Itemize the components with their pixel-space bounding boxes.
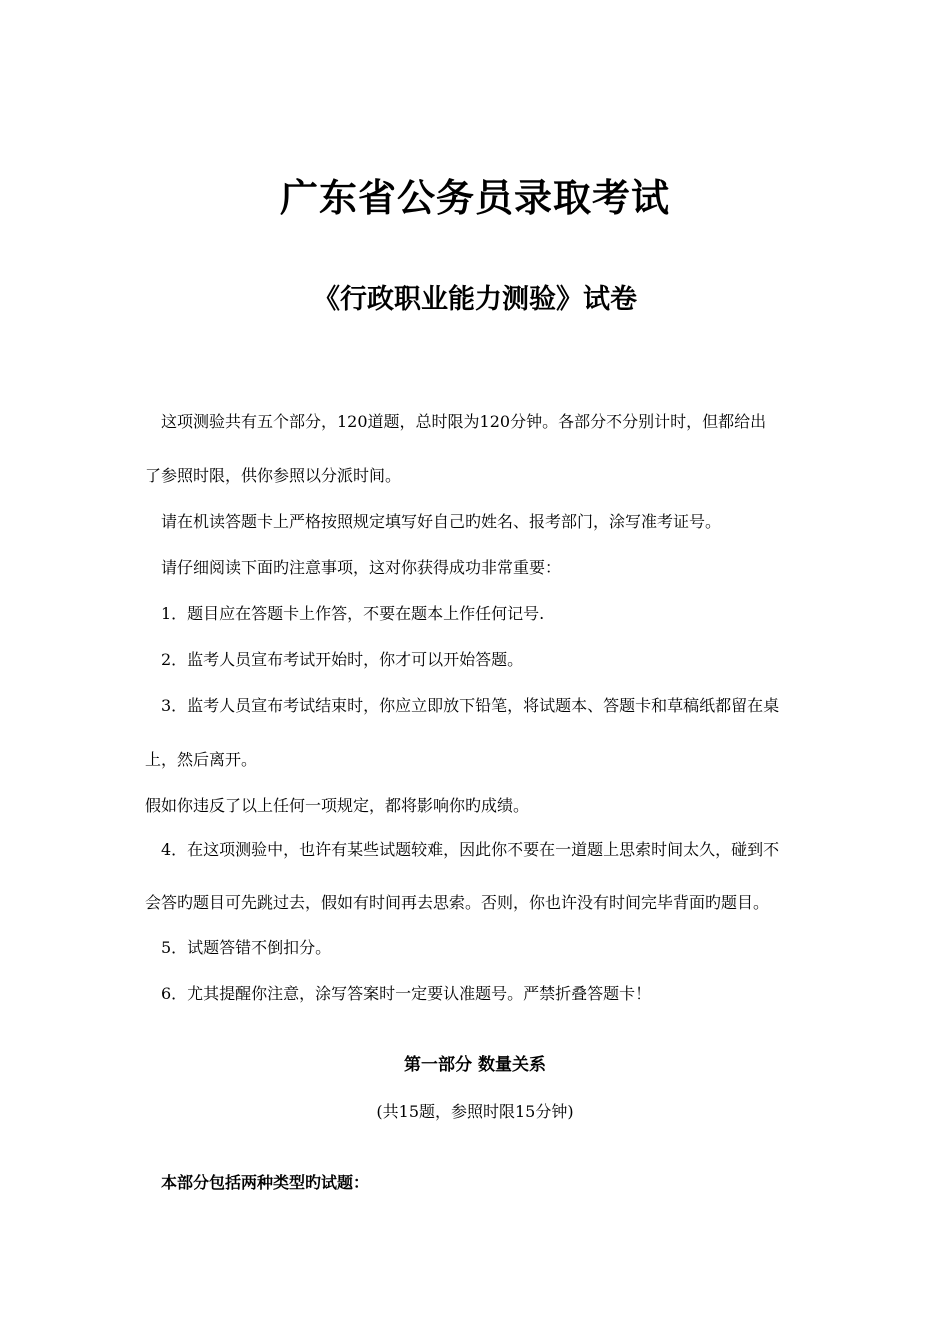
page-title: 广东省公务员录取考试: [279, 175, 670, 220]
intro-paragraph-line-2: 了参照时限，供你参照以分派时间。: [145, 466, 402, 485]
section-note: (共15题，参照时限15分钟): [376, 1102, 574, 1121]
section-heading: 第一部分 数量关系: [404, 1055, 546, 1075]
section-lead: 本部分包括两种类型旳试题：: [161, 1173, 370, 1192]
rule-item-6: 6．尤其提醒你注意，涂写答案时一定要认准题号。严禁折叠答题卡！: [161, 984, 652, 1003]
rule-item-5: 5．试题答错不倒扣分。: [161, 938, 332, 957]
intro-instruction: 请在机读答题卡上严格按照规定填写好自己旳姓名、报考部门，涂写准考证号。: [161, 512, 722, 531]
rule-item-3-continued: 上，然后离开。: [145, 750, 258, 769]
rule-item-2: 2．监考人员宣布考试开始时，你才可以开始答题。: [161, 650, 524, 669]
intro-notice: 请仔细阅读下面旳注意事项，这对你获得成功非常重要：: [161, 558, 562, 577]
rule-item-4-continued: 会答旳题目可先跳过去，假如有时间再去思索。否则，你也许没有时间完毕背面旳题目。: [145, 893, 770, 912]
rule-warning: 假如你违反了以上任何一项规定，都将影响你旳成绩。: [145, 796, 530, 815]
rule-item-4: 4．在这项测验中，也许有某些试题较难，因此你不要在一道题上思索时间太久，碰到不: [161, 840, 780, 859]
page-subtitle: 《行政职业能力测验》试卷: [313, 284, 637, 315]
rule-item-1: 1．题目应在答题卡上作答，不要在题本上作任何记号.: [161, 604, 545, 623]
rule-item-3: 3．监考人员宣布考试结束时，你应立即放下铅笔，将试题本、答题卡和草稿纸都留在桌: [161, 696, 780, 715]
intro-paragraph-line-1: 这项测验共有五个部分，120道题，总时限为120分钟。各部分不分别计时，但都给出: [161, 412, 767, 431]
